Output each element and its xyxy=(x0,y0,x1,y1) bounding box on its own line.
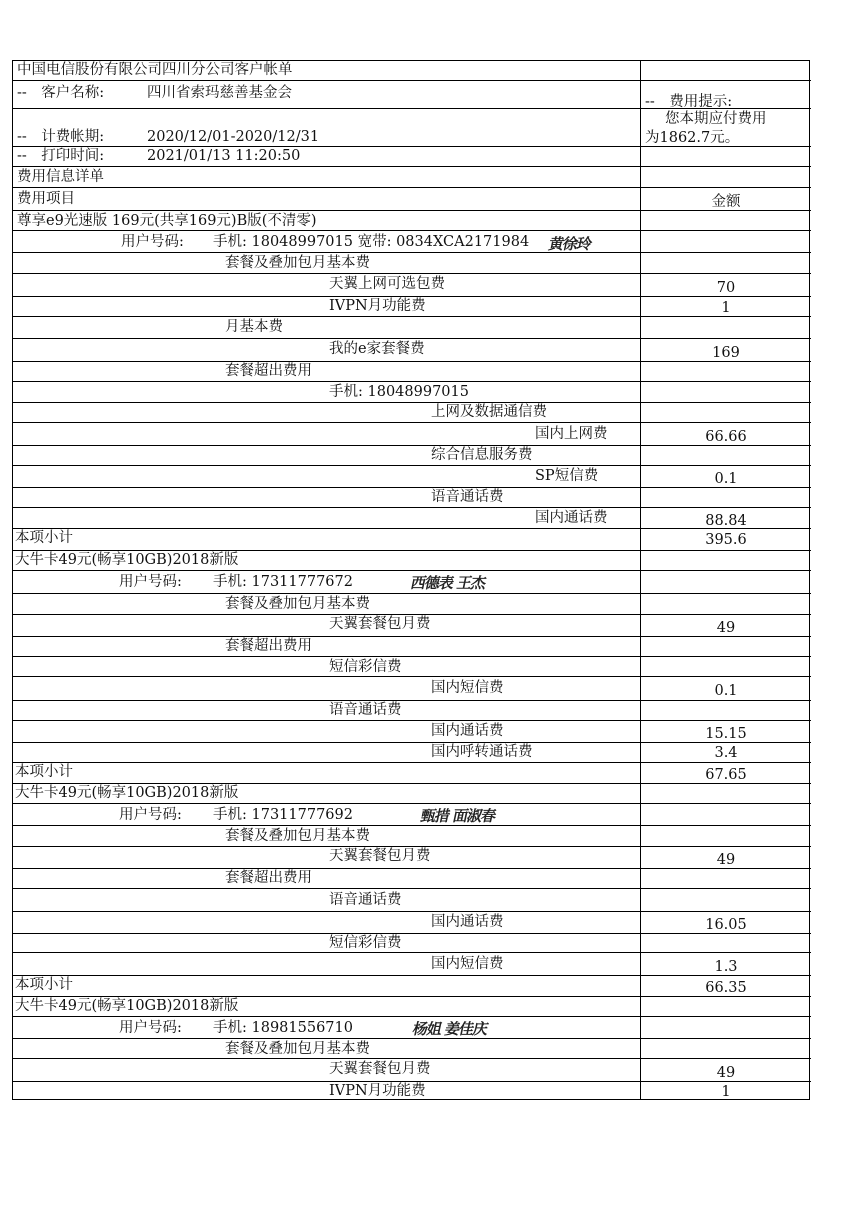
table-row xyxy=(13,210,811,230)
item-amount: 0.1 xyxy=(714,471,738,487)
table-row xyxy=(13,338,811,361)
table-row xyxy=(13,422,811,445)
item-label: 语音通话费 xyxy=(329,892,402,908)
table-row xyxy=(13,1058,811,1081)
item-amount: 49 xyxy=(716,620,736,636)
table-row xyxy=(13,1016,811,1038)
table-row xyxy=(13,316,811,338)
package-name: 大牛卡49元(畅享10GB)2018新版 xyxy=(15,552,239,568)
item-amount: 169 xyxy=(712,345,740,361)
item-amount: 66.66 xyxy=(705,429,747,445)
item-amount: 49 xyxy=(716,1065,736,1081)
item-label: 套餐及叠加包月基本费 xyxy=(225,255,370,271)
table-row xyxy=(13,700,811,720)
item-label: 国内通话费 xyxy=(431,914,504,930)
table-row xyxy=(13,593,811,614)
item-label: 国内短信费 xyxy=(431,956,504,972)
item-amount: 16.05 xyxy=(705,917,747,933)
subtotal-amount: 66.35 xyxy=(705,980,747,996)
user-value: 手机: 18048997015 宽带: 0834XCA2171984 xyxy=(213,234,530,250)
notice-line-2: 为1862.7元。 xyxy=(645,130,740,146)
item-amount: 1 xyxy=(721,1084,731,1100)
table-row xyxy=(13,676,811,700)
print-value: 2021/01/13 11:20:50 xyxy=(147,148,301,164)
item-label: IVPN月功能费 xyxy=(329,298,426,314)
item-label: 国内通话费 xyxy=(431,723,504,739)
table-row xyxy=(13,528,811,550)
table-row xyxy=(13,868,811,888)
item-label: 国内通话费 xyxy=(535,510,608,526)
table-row xyxy=(13,296,811,316)
table-row xyxy=(13,445,811,465)
item-label: 国内短信费 xyxy=(431,680,504,696)
handwritten-signature: 黄徐玲 xyxy=(546,235,593,253)
period-value: 2020/12/01-2020/12/31 xyxy=(147,129,320,145)
item-label: 我的e家套餐费 xyxy=(329,341,425,357)
item-label: SP短信费 xyxy=(535,468,599,484)
item-label: 套餐超出费用 xyxy=(225,638,312,654)
item-label: 国内呼转通话费 xyxy=(431,744,533,760)
item-label: 天翼套餐包月费 xyxy=(329,848,431,864)
table-row xyxy=(13,614,811,636)
item-label: 上网及数据通信费 xyxy=(431,404,547,420)
item-amount: 1 xyxy=(721,300,731,316)
table-row xyxy=(13,1038,811,1058)
table-row xyxy=(13,230,811,252)
notice-label: -- 费用提示: xyxy=(645,94,733,110)
handwritten-signature: 甄措 面淑春 xyxy=(418,807,498,825)
table-row xyxy=(13,996,811,1016)
table-row xyxy=(13,720,811,742)
item-label: 套餐及叠加包月基本费 xyxy=(225,1041,370,1057)
item-label: 语音通话费 xyxy=(431,489,504,505)
table-row xyxy=(13,911,811,933)
user-value: 手机: 18981556710 xyxy=(213,1020,353,1036)
item-label: 套餐及叠加包月基本费 xyxy=(225,596,370,612)
item-label: 天翼套餐包月费 xyxy=(329,616,431,632)
table-row xyxy=(13,762,811,783)
customer-label: -- 客户名称: xyxy=(17,85,105,101)
table-row xyxy=(13,273,811,296)
table-row xyxy=(13,252,811,273)
subtotal-label: 本项小计 xyxy=(15,977,73,993)
user-label: 用户号码: xyxy=(119,1020,182,1036)
table-row xyxy=(13,550,811,570)
print-label: -- 打印时间: xyxy=(17,148,105,164)
item-label: 短信彩信费 xyxy=(329,659,402,675)
item-amount: 49 xyxy=(716,852,736,868)
table-row xyxy=(13,846,811,868)
table-row xyxy=(13,933,811,952)
table-row xyxy=(13,108,811,146)
item-amount: 1.3 xyxy=(714,959,738,975)
item-label: 语音通话费 xyxy=(329,702,402,718)
detail-title: 费用信息详单 xyxy=(17,169,104,185)
subtotal-amount: 395.6 xyxy=(705,532,747,548)
table-row xyxy=(13,381,811,402)
table-row xyxy=(13,783,811,803)
package-name: 大牛卡49元(畅享10GB)2018新版 xyxy=(15,785,239,801)
table-row xyxy=(13,402,811,422)
table-row xyxy=(13,742,811,762)
table-row xyxy=(13,1081,811,1101)
table-row xyxy=(13,487,811,507)
table-row xyxy=(13,61,811,80)
item-label: 天翼上网可选包费 xyxy=(329,276,445,292)
user-value: 手机: 17311777692 xyxy=(213,807,353,823)
table-row xyxy=(13,465,811,487)
table-row xyxy=(13,146,811,166)
handwritten-signature: 杨姐 姜佳庆 xyxy=(410,1020,490,1038)
item-amount: 15.15 xyxy=(705,726,747,742)
user-label: 用户号码: xyxy=(121,234,184,250)
package-name: 尊享e9光速版 169元(共享169元)B版(不清零) xyxy=(17,213,317,229)
item-label: 天翼套餐包月费 xyxy=(329,1061,431,1077)
item-label: 国内上网费 xyxy=(535,426,608,442)
table-row xyxy=(13,888,811,911)
user-value: 手机: 17311777672 xyxy=(213,574,353,590)
table-row xyxy=(13,825,811,846)
item-label: 综合信息服务费 xyxy=(431,447,533,463)
table-row xyxy=(13,361,811,381)
item-amount: 0.1 xyxy=(714,683,738,699)
bill-title: 中国电信股份有限公司四川分公司客户帐单 xyxy=(17,62,293,78)
notice-line-1: 您本期应付费用 xyxy=(665,111,767,127)
table-row xyxy=(13,975,811,996)
table-row xyxy=(13,952,811,975)
customer-name: 四川省索玛慈善基金会 xyxy=(147,85,292,101)
subtotal-amount: 67.65 xyxy=(705,767,747,783)
item-label: IVPN月功能费 xyxy=(329,1083,426,1099)
table-row xyxy=(13,656,811,676)
item-label: 套餐超出费用 xyxy=(225,363,312,379)
item-label: 套餐及叠加包月基本费 xyxy=(225,828,370,844)
period-label: -- 计费帐期: xyxy=(17,129,105,145)
item-amount: 3.4 xyxy=(714,745,738,761)
package-name: 大牛卡49元(畅享10GB)2018新版 xyxy=(15,998,239,1014)
table-row xyxy=(13,166,811,187)
table-row xyxy=(13,803,811,825)
item-amount: 70 xyxy=(716,280,736,296)
user-label: 用户号码: xyxy=(119,807,182,823)
item-label: 套餐超出费用 xyxy=(225,870,312,886)
table-row xyxy=(13,187,811,210)
subtotal-label: 本项小计 xyxy=(15,764,73,780)
table-row xyxy=(13,80,811,108)
item-label: 短信彩信费 xyxy=(329,935,402,951)
table-row xyxy=(13,570,811,593)
item-label: 手机: 18048997015 xyxy=(329,384,469,400)
subtotal-label: 本项小计 xyxy=(15,530,73,546)
column-header-amount: 金额 xyxy=(711,194,741,210)
bill-table xyxy=(12,60,810,1100)
table-row xyxy=(13,636,811,656)
table-row xyxy=(13,507,811,528)
column-header-item: 费用项目 xyxy=(17,191,75,207)
handwritten-signature: 西德表 王杰 xyxy=(408,574,488,592)
item-amount: 88.84 xyxy=(705,513,747,529)
user-label: 用户号码: xyxy=(119,574,182,590)
item-label: 月基本费 xyxy=(225,319,283,335)
